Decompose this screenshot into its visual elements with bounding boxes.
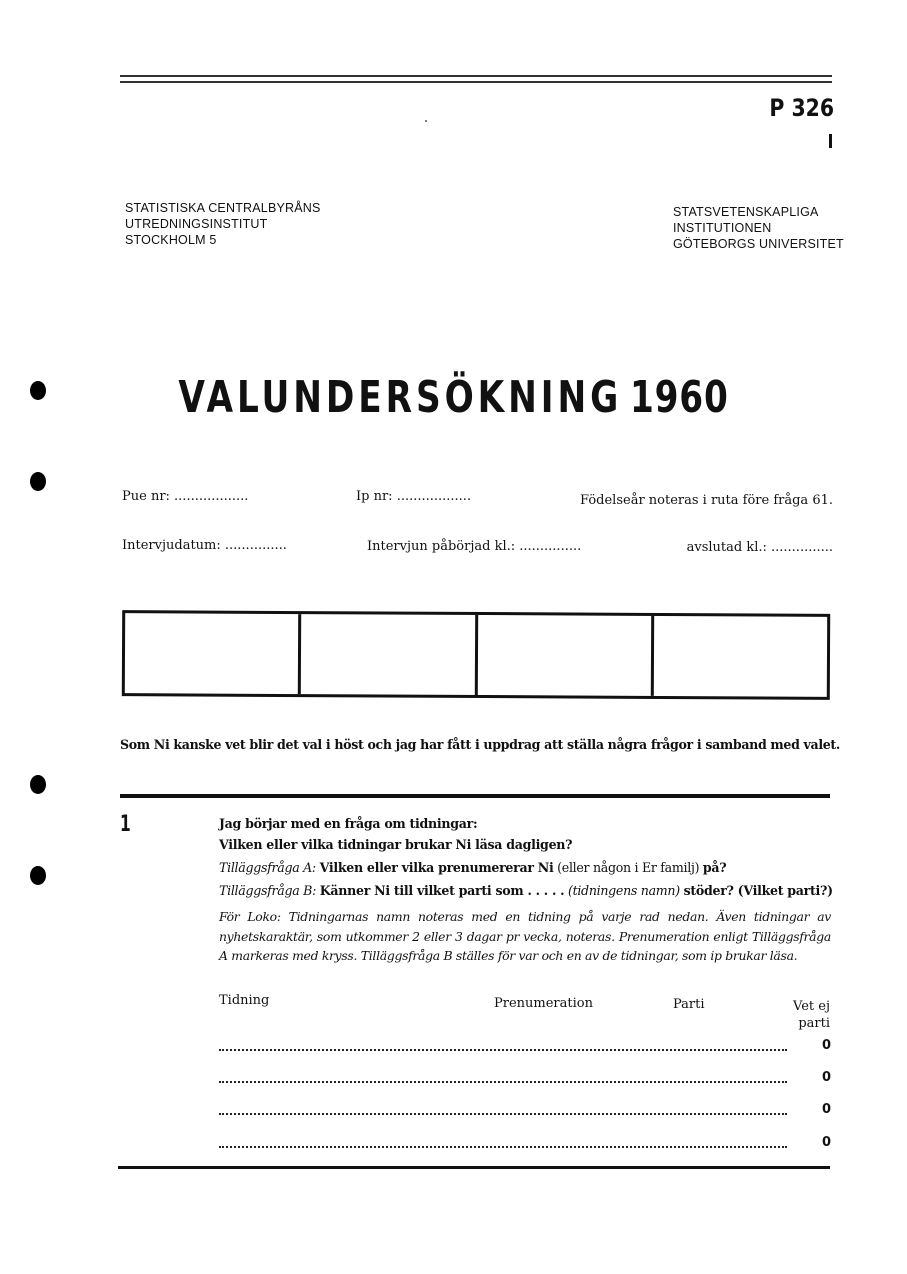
followup-a-text: Vilken eller vilka prenumererar Ni [319, 860, 554, 875]
followup-b-label: Tilläggsfråga B: [219, 883, 317, 898]
newspaper-row [219, 1102, 831, 1118]
followup-a-label: Tilläggsfråga A: [219, 860, 316, 875]
speck [425, 120, 427, 122]
punch-hole-icon [30, 866, 46, 885]
column-header-parti-2: parti [798, 1016, 830, 1031]
top-rule-second [120, 81, 832, 83]
intro-text: Som Ni kanske vet blir det val i höst och jag har fått i uppdrag att ställa några frågor i samband med valet. [120, 737, 840, 752]
code-box[interactable] [125, 613, 302, 694]
title-year: 1960 [629, 372, 729, 423]
institution-right [673, 204, 844, 252]
followup-b-end: stöder? (Vilket parti?) [683, 883, 833, 898]
punch-hole-icon [30, 381, 46, 400]
dont-know-code[interactable]: 0 [821, 1102, 831, 1117]
interview-start-field[interactable]: Intervjun påbörjad kl.: ............... [367, 539, 582, 554]
dont-know-code[interactable]: 0 [821, 1135, 831, 1150]
followup-a-paren: (eller någon i Er familj) [557, 860, 700, 875]
interviewer-instruction: För Loko: Tidningarnas namn noteras med en tidning på varje rad nedan. Även tidningar av nyhetskaraktär, som utkommer 2 eller 3 dagar pr vecka, noteras. Prenumeration enligt Tilläggsfråga A markeras med kryss. Tilläggsfråga B ställes för var och en av de tidningar, som ip brukar läsa. [219, 909, 831, 963]
followup-a-end: på? [702, 860, 727, 875]
newspaper-entry-line[interactable] [219, 1049, 787, 1051]
column-header-vet-ej: Vet ej [793, 999, 830, 1014]
interview-end-field[interactable]: avslutad kl.: ............... [686, 540, 833, 555]
institution-left-line: UTREDNINGSINSTITUT [125, 217, 268, 231]
bottom-rule [118, 1166, 830, 1169]
code-box[interactable] [301, 614, 478, 695]
institution-left [125, 200, 321, 248]
top-rule [120, 75, 832, 77]
newspaper-entry-line[interactable] [219, 1146, 787, 1148]
question-line-1: Jag börjar med en fråga om tidningar: [219, 816, 478, 831]
newspaper-row [219, 1135, 831, 1151]
punch-hole-icon [30, 472, 46, 491]
birth-year-note: Födelseår noteras i ruta före fråga 61. [580, 493, 833, 508]
followup-a [219, 860, 726, 875]
question-number: 1 [120, 812, 131, 837]
column-header-tidning: Tidning [219, 993, 270, 1008]
institution-right-line: GÖTEBORGS UNIVERSITET [673, 237, 844, 251]
code-box[interactable] [477, 615, 654, 696]
newspaper-entry-line[interactable] [219, 1113, 787, 1115]
newspaper-row [219, 1070, 831, 1086]
followup-b [219, 883, 833, 898]
column-header-prenumeration: Prenumeration [494, 996, 593, 1011]
page-mark [829, 134, 832, 148]
institution-left-line: STOCKHOLM 5 [125, 233, 217, 247]
title-text: VALUNDERSÖKNING [178, 372, 623, 423]
page-title [100, 372, 807, 423]
followup-b-text: Känner Ni till vilket parti som . . . . . [319, 883, 565, 898]
followup-b-paren: (tidningens namn) [567, 883, 680, 898]
institution-left-line: STATISTISKA CENTRALBYRÅNS [125, 201, 321, 215]
interview-date-field[interactable]: Intervjudatum: ............... [122, 538, 287, 553]
section-rule [120, 794, 830, 798]
punch-hole-icon [30, 775, 46, 794]
institution-right-line: STATSVETENSKAPLIGA [673, 205, 819, 219]
institution-right-line: INSTITUTIONEN [673, 221, 772, 235]
pue-number-field[interactable]: Pue nr: .................. [122, 489, 249, 504]
code-box[interactable] [654, 616, 828, 697]
code-boxes [122, 610, 830, 700]
dont-know-code[interactable]: 0 [821, 1070, 831, 1085]
column-header-vet-ej-parti [793, 998, 830, 1032]
form-code: P 326 [769, 94, 834, 122]
newspaper-row [219, 1038, 831, 1054]
newspaper-entry-line[interactable] [219, 1081, 787, 1083]
question-line-2: Vilken eller vilka tidningar brukar Ni läsa dagligen? [219, 837, 573, 852]
ip-number-field[interactable]: Ip nr: .................. [356, 489, 472, 504]
column-header-parti: Parti [673, 997, 705, 1012]
dont-know-code[interactable]: 0 [821, 1038, 831, 1053]
